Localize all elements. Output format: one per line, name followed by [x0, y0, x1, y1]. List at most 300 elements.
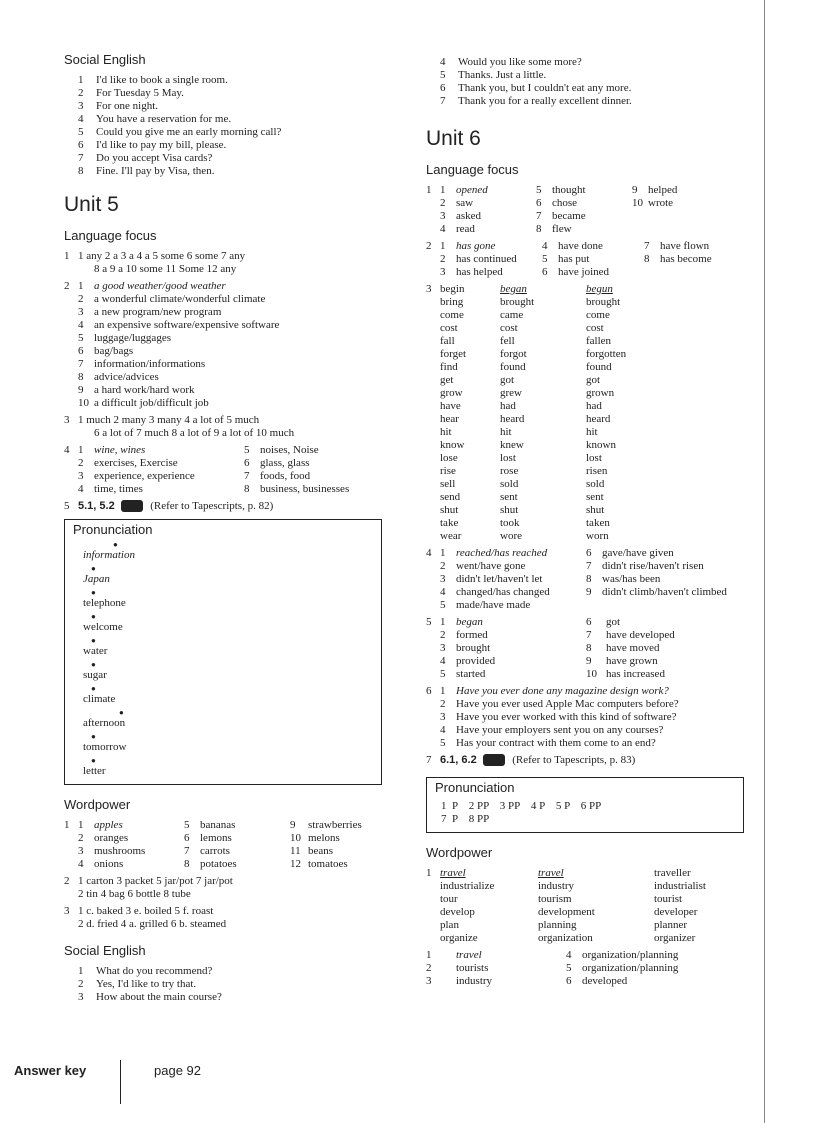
item-number: 6 [440, 82, 446, 94]
u5-wp1-row [78, 819, 408, 832]
word-form: planner [654, 919, 687, 931]
item-number: 5 [440, 69, 446, 81]
cell: has become [660, 253, 712, 265]
verb-form: bring [440, 296, 464, 308]
u5-ex1: 1 1 any 2 a 3 a 4 a 5 some 6 some 7 any 8 a 9 a 10 some 11 Some 12 any [64, 250, 396, 276]
item-number: 5 [78, 332, 84, 344]
verb-form: lost [586, 452, 602, 464]
u5-wp3: 3 1 c. baked 3 e. boiled 5 f. roast 2 d. fried 4 a. grilled 6 b. steamed [64, 905, 396, 931]
u5-ex5-label: 5.1, 5.2 [78, 500, 115, 512]
u5-ex2-row [78, 371, 396, 384]
pron-text: letter [83, 765, 106, 777]
item-number: 2 [78, 293, 84, 305]
pron-text: afternoon [83, 717, 126, 729]
cell: 3 [440, 642, 446, 654]
word-form: plan [440, 919, 459, 931]
pron-word [83, 757, 373, 778]
cell: 4 [542, 240, 548, 252]
cell: 7 [184, 845, 190, 857]
cell [602, 599, 752, 612]
unit5-title: Unit 5 [64, 193, 119, 216]
item-number: 1 [440, 685, 446, 697]
word-form: organization [538, 932, 593, 944]
cell: lemons [200, 832, 232, 844]
cell: 2 [78, 457, 84, 469]
verb-form: rose [500, 465, 519, 477]
cell: started [456, 668, 486, 680]
pron-word [83, 709, 373, 730]
cell: brought [456, 642, 491, 654]
pron-text: climate [83, 693, 116, 705]
item-text: For one night. [96, 100, 159, 112]
social-english-item [78, 126, 396, 139]
item-text: a new program/new program [94, 306, 222, 318]
u5-wordpower-heading: Wordpower [64, 797, 131, 812]
item-number: 6 [78, 139, 84, 151]
word-form: organizer [654, 932, 696, 944]
cell: glass, glass [260, 457, 310, 469]
cell: 1 [78, 444, 84, 456]
item-text: You have a reservation for me. [96, 113, 232, 125]
u6-ex6-row [440, 711, 756, 724]
word-form: industrialist [654, 880, 706, 892]
u5-ex2-row [78, 293, 396, 306]
u5-ex4: 4 1 wine, wines 5 noises, Noise 2 exercises, Exercise 6 glass, glass 3 experience, experience 7 foods, food 4 time, times 8 business, businesses [64, 444, 396, 496]
u6-ex5-row [440, 616, 756, 629]
u5-ex2-row [78, 332, 396, 345]
pron-word [83, 661, 373, 682]
cell: has gone [456, 240, 496, 252]
cell: got [606, 616, 621, 628]
verb-form: find [440, 361, 458, 373]
cell: became [552, 210, 586, 222]
u6-wp2-row [426, 962, 756, 975]
stress-dot-icon: ● [91, 732, 96, 741]
pron-text: water [83, 645, 108, 657]
item-text: information/informations [94, 358, 206, 370]
u6-ex6-row [440, 698, 756, 711]
item-text: What do you recommend? [96, 965, 213, 977]
u6-ex1-row [440, 210, 756, 223]
item-text: Do you accept Visa cards? [96, 152, 213, 164]
cell: asked [456, 210, 482, 222]
cell: 6 [542, 266, 548, 278]
u6-ex7-label: 6.1, 6.2 [440, 754, 477, 766]
cell: has increased [606, 668, 665, 680]
footer [14, 1063, 201, 1078]
cell: provided [456, 655, 496, 667]
item-number: 4 [78, 319, 84, 331]
cell: 7 [586, 560, 592, 572]
u5-ex1-line2: 8 a 9 a 10 some 11 Some 12 any [94, 263, 237, 275]
u6-ex4-row [440, 599, 756, 612]
cell: have flown [660, 240, 710, 252]
stress-dot-icon: ● [91, 588, 96, 597]
social-english-item [78, 139, 396, 152]
verb-form: risen [586, 465, 608, 477]
u5-ex3-line2: 6 a lot of 7 much 8 a lot of 9 a lot of 10 much [94, 427, 295, 439]
cell: 1 [440, 616, 446, 628]
social-english-heading: Social English [64, 52, 146, 67]
cell: 7 [586, 629, 592, 641]
cell: onions [94, 858, 124, 870]
cell: formed [456, 629, 488, 641]
pron-text: tomorrow [83, 741, 127, 753]
word-form: tourism [538, 893, 572, 905]
verb-form: get [440, 374, 454, 386]
cell: noises, Noise [260, 444, 319, 456]
verb-form: wear [440, 530, 462, 542]
verb-form: knew [500, 439, 524, 451]
pron-text: information [83, 549, 135, 561]
u6-pronunciation-box [426, 777, 744, 833]
u6-wordpower-heading: Wordpower [426, 845, 493, 860]
social-english-item [78, 965, 396, 978]
verb-form: fallen [586, 335, 612, 347]
cell: 5 [536, 184, 542, 196]
cell: 4 [78, 483, 84, 495]
cell: have joined [558, 266, 610, 278]
answer-key-label: Answer key [14, 1063, 87, 1078]
cell: 8 [184, 858, 190, 870]
item-number: 1 [78, 280, 84, 292]
cell: oranges [94, 832, 129, 844]
item-text: How about the main course? [96, 991, 222, 1003]
cell: 6 [536, 197, 542, 209]
pron-word [83, 637, 373, 658]
cell: 10 [632, 197, 643, 209]
u6-ex5-row [440, 642, 756, 655]
u6-ex4-row [440, 586, 756, 599]
cell: 2 [440, 253, 446, 265]
unit5-language-focus-heading: Language focus [64, 228, 157, 243]
u6-ex4-row [440, 560, 756, 573]
verb-form: take [440, 517, 459, 529]
cell [632, 223, 648, 236]
u6-ex5-row [440, 668, 756, 681]
item-number: 2 [78, 978, 84, 990]
verb-form: send [440, 491, 461, 503]
verb-form: have [440, 400, 461, 412]
cell: melons [308, 832, 340, 844]
cell: apples [94, 819, 123, 831]
cell: 5 [566, 962, 572, 974]
cell [660, 266, 750, 279]
cell: 12 [290, 858, 301, 870]
u6-ex6-row [440, 737, 756, 750]
cell: 1 [426, 949, 432, 961]
cell: bananas [200, 819, 236, 831]
u5-ex2-row [78, 345, 396, 358]
u6-ex2-row [440, 253, 756, 266]
cell: 9 [290, 819, 296, 831]
u5-ex5-ref: (Refer to Tapescripts, p. 82) [150, 500, 274, 512]
u6-ex5-row [440, 629, 756, 642]
item-text: I'd like to pay my bill, please. [96, 139, 227, 151]
item-text: Has your contract with them come to an end? [456, 737, 656, 749]
social-english-item [440, 56, 756, 69]
item-text: Would you like some more? [458, 56, 582, 68]
cell: 3 [440, 266, 446, 278]
cell: 10 [586, 668, 597, 680]
cell: 3 [426, 975, 432, 987]
cell: 2 [426, 962, 432, 974]
u6-ex2-row [440, 266, 756, 279]
u5-wp1-row [78, 845, 408, 858]
cell: chose [552, 197, 578, 209]
u5-ex2: 2 1 a good weather/good weather 2 a wonderful climate/wonderful climate 3 a new program/new program 4 an expensive software/expensive software 5 luggage/luggages 6 bag/bags 7 information/informations 8 advice/advices 9 a hard work/hard work 10 a difficult job/difficult job [64, 280, 396, 410]
verb-form: sold [500, 478, 519, 490]
cell: 7 [536, 210, 542, 222]
item-number: 1 [78, 965, 84, 977]
u5-ex2-row [78, 319, 396, 332]
cd-icon [121, 500, 143, 512]
verb-form: come [586, 309, 610, 321]
item-text: Thanks. Just a little. [458, 69, 547, 81]
cell: went/have gone [456, 560, 526, 572]
cell: 1 [440, 184, 446, 196]
verb-form: brought [586, 296, 621, 308]
u6-ex5-row [440, 655, 756, 668]
word-form: planning [538, 919, 577, 931]
item-text: Have your employers sent you on any courses? [456, 724, 664, 736]
cell: 4 [440, 223, 446, 235]
u5-ex1-line1: 1 any 2 a 3 a 4 a 5 some 6 some 7 any [78, 250, 246, 262]
u5-wp2: 2 1 carton 3 packet 5 jar/pot 7 jar/pot 2 tin 4 bag 6 bottle 8 tube [64, 875, 396, 901]
item-text: advice/advices [94, 371, 159, 383]
verb-form: forgot [500, 348, 527, 360]
u5-ex2-row [78, 280, 396, 293]
cell: 4 [440, 586, 446, 598]
item-number: 5 [78, 126, 84, 138]
verb-form: had [500, 400, 516, 412]
cell: have moved [606, 642, 660, 654]
social-english-item [78, 87, 396, 100]
pron-word [83, 613, 373, 634]
verb-form: sent [500, 491, 518, 503]
u6-ex4-row [440, 573, 756, 586]
u5-ex4-row [78, 444, 400, 457]
cell: didn't let/haven't let [456, 573, 543, 585]
verb-form: shut [586, 504, 605, 516]
item-text: Have you ever worked with this kind of software? [456, 711, 677, 723]
verb-form: cost [586, 322, 604, 334]
cell: 3 [78, 845, 84, 857]
u6-ex1: 1 1 opened 5 thought 9 helped 2 saw 6 chose 10 wrote 3 asked 7 became 4 read 8 flew [426, 184, 756, 236]
cell: 1 [78, 819, 84, 831]
item-number: 3 [78, 100, 84, 112]
u5-ex2-row [78, 306, 396, 319]
item-text: Could you give me an early morning call? [96, 126, 282, 138]
verb-form: forgotten [586, 348, 627, 360]
verb-form: shut [440, 504, 459, 516]
u5-wp2-line1: 1 carton 3 packet 5 jar/pot 7 jar/pot [78, 875, 233, 887]
cell: saw [456, 197, 474, 209]
u6-ex3: 3 begin began begun bring brought brought come came come cost cost cost fall fell fallen forget forgot forgotten find found found get got got grow grew grown have had had hear heard heard hit hit hit know knew known lose lost lost rise rose risen sell sold sold send sent sent shut shut shut take took taken wear wore worn [426, 283, 756, 543]
cell: has helped [456, 266, 503, 278]
u6-wp2-row [426, 975, 756, 988]
u5-pronunciation-heading: Pronunciation [73, 522, 153, 537]
cell: 2 [440, 560, 446, 572]
cell [632, 210, 648, 223]
verb-form: lost [500, 452, 516, 464]
cell: organization/planning [582, 949, 679, 961]
verb-form: heard [586, 413, 611, 425]
social-english-item [440, 82, 756, 95]
page-edge-line [764, 0, 765, 1123]
item-number: 4 [78, 113, 84, 125]
stress-dot-icon: ● [91, 660, 96, 669]
u6-ex4-row [440, 547, 756, 560]
verb-form: hit [440, 426, 452, 438]
pron-word [83, 733, 373, 754]
verb-form: worn [586, 530, 609, 542]
item-text: a good weather/good weather [94, 280, 226, 292]
u5-ex3: 3 1 much 2 many 3 many 4 a lot of 5 much 6 a lot of 7 much 8 a lot of 9 a lot of 10 much [64, 414, 396, 440]
word-form: industry [538, 880, 575, 892]
cell: 5 [440, 599, 446, 611]
verb-form: cost [440, 322, 458, 334]
cell: has put [558, 253, 590, 265]
cell: 6 [244, 457, 250, 469]
stress-dot-icon: ● [91, 756, 96, 765]
u5-wp3-line1: 1 c. baked 3 e. boiled 5 f. roast [78, 905, 214, 917]
cell: 3 [440, 210, 446, 222]
stress-dot-icon: ● [113, 540, 118, 549]
cell: developed [582, 975, 628, 987]
item-number: 5 [440, 737, 446, 749]
cell: 4 [566, 949, 572, 961]
cell: have done [558, 240, 603, 252]
cell: 9 [632, 184, 638, 196]
cell: carrots [200, 845, 230, 857]
cell: 1 [440, 240, 446, 252]
word-form: travel [440, 867, 466, 879]
item-number: 9 [78, 384, 84, 396]
cell: 4 [440, 655, 446, 667]
unit6-title: Unit 6 [426, 127, 481, 150]
cell: 5 [440, 668, 446, 680]
cell: 2 [78, 832, 84, 844]
pron-text: telephone [83, 597, 126, 609]
item-text: bag/bags [94, 345, 134, 357]
verb-form: found [586, 361, 612, 373]
verb-form: took [500, 517, 520, 529]
verb-form: cost [500, 322, 518, 334]
cell: 6 [586, 547, 592, 559]
item-text: Have you ever done any magazine design work? [456, 685, 669, 697]
verb-form: heard [500, 413, 525, 425]
cell: 5 [184, 819, 190, 831]
u5-ex2-row [78, 397, 396, 410]
item-number: 2 [78, 87, 84, 99]
verb-form: begun [586, 283, 613, 295]
cell [644, 266, 660, 279]
u6-wp1: 1 travel travel traveller industrialize industry industrialist tour tourism tourist develop development developer plan planning planner organize organization organizer [426, 867, 756, 945]
verb-form: hit [586, 426, 598, 438]
cell: have developed [606, 629, 675, 641]
social-english-item [78, 74, 396, 87]
cell: helped [648, 184, 678, 196]
cell: read [456, 223, 475, 235]
cell: industry [456, 975, 493, 987]
u5-wp1-row [78, 832, 408, 845]
verb-form: fell [500, 335, 515, 347]
u6-pronunciation-heading: Pronunciation [435, 780, 515, 795]
pron-word [83, 541, 373, 562]
cell: opened [456, 184, 488, 196]
u6-ex5: 5 1 began 6 got 2 formed 7 have developed 3 brought 8 have moved 4 provided 9 have grown 5 started 10 has increased [426, 616, 756, 681]
word-form: developer [654, 906, 698, 918]
cell: 8 [244, 483, 250, 495]
item-text: I'd like to book a single room. [96, 74, 228, 86]
stress-dot-icon: ● [91, 564, 96, 573]
cell: 8 [586, 642, 592, 654]
item-text: a hard work/hard work [94, 384, 195, 396]
social-english-item [78, 978, 396, 991]
cell: 8 [586, 573, 592, 585]
cell: 3 [440, 573, 446, 585]
stress-dot-icon: ● [91, 612, 96, 621]
cell [648, 210, 728, 223]
cell: travel [456, 949, 482, 961]
social-english-continued [426, 56, 756, 108]
u6-ex2: 2 1 has gone 4 have done 7 have flown 2 has continued 5 has put 8 has become 3 has helped 6 have joined [426, 240, 756, 279]
page-number: page 92 [154, 1063, 201, 1078]
social-english-item [78, 991, 396, 1004]
verb-form: hit [500, 426, 512, 438]
cell: 9 [586, 655, 592, 667]
item-number: 3 [78, 306, 84, 318]
u6-ex6-row [440, 724, 756, 737]
item-text: Fine. I'll pay by Visa, then. [96, 165, 215, 177]
right-column [426, 56, 756, 992]
cell: organization/planning [582, 962, 679, 974]
item-text: For Tuesday 5 May. [96, 87, 184, 99]
u5-wp1: 1 1 apples 5 bananas 9 strawberries 2 oranges 6 lemons 10 melons 3 mushrooms 7 carrots 11 beans 4 onions 8 potatoes 12 tomatoes [64, 819, 396, 871]
verb-form: grew [500, 387, 522, 399]
item-number: 1 [78, 74, 84, 86]
cell: 8 [536, 223, 542, 235]
verb-form: known [586, 439, 616, 451]
cell [586, 599, 602, 612]
item-number: 8 [78, 165, 84, 177]
u6-ex1-row [440, 197, 756, 210]
cell: strawberries [308, 819, 362, 831]
verb-form: began [500, 283, 527, 295]
u5-ex2-row [78, 384, 396, 397]
cell: 7 [644, 240, 650, 252]
pron-word [83, 685, 373, 706]
unit6-language-focus-heading: Language focus [426, 162, 519, 177]
item-text: an expensive software/expensive software [94, 319, 280, 331]
u6-ex6-row [440, 685, 756, 698]
cell: thought [552, 184, 586, 196]
stress-dot-icon: ● [91, 684, 96, 693]
footer-divider [120, 1060, 121, 1104]
social-english-item [78, 100, 396, 113]
word-form: development [538, 906, 595, 918]
verb-form: hear [440, 413, 459, 425]
social-english-item [78, 113, 396, 126]
cell: 11 [290, 845, 301, 857]
stress-dot-icon: ● [119, 708, 124, 717]
cell: tomatoes [308, 858, 348, 870]
cell: 8 [644, 253, 650, 265]
item-text: Yes, I'd like to try that. [96, 978, 197, 990]
word-form: travel [538, 867, 564, 879]
verb-form: grow [440, 387, 463, 399]
